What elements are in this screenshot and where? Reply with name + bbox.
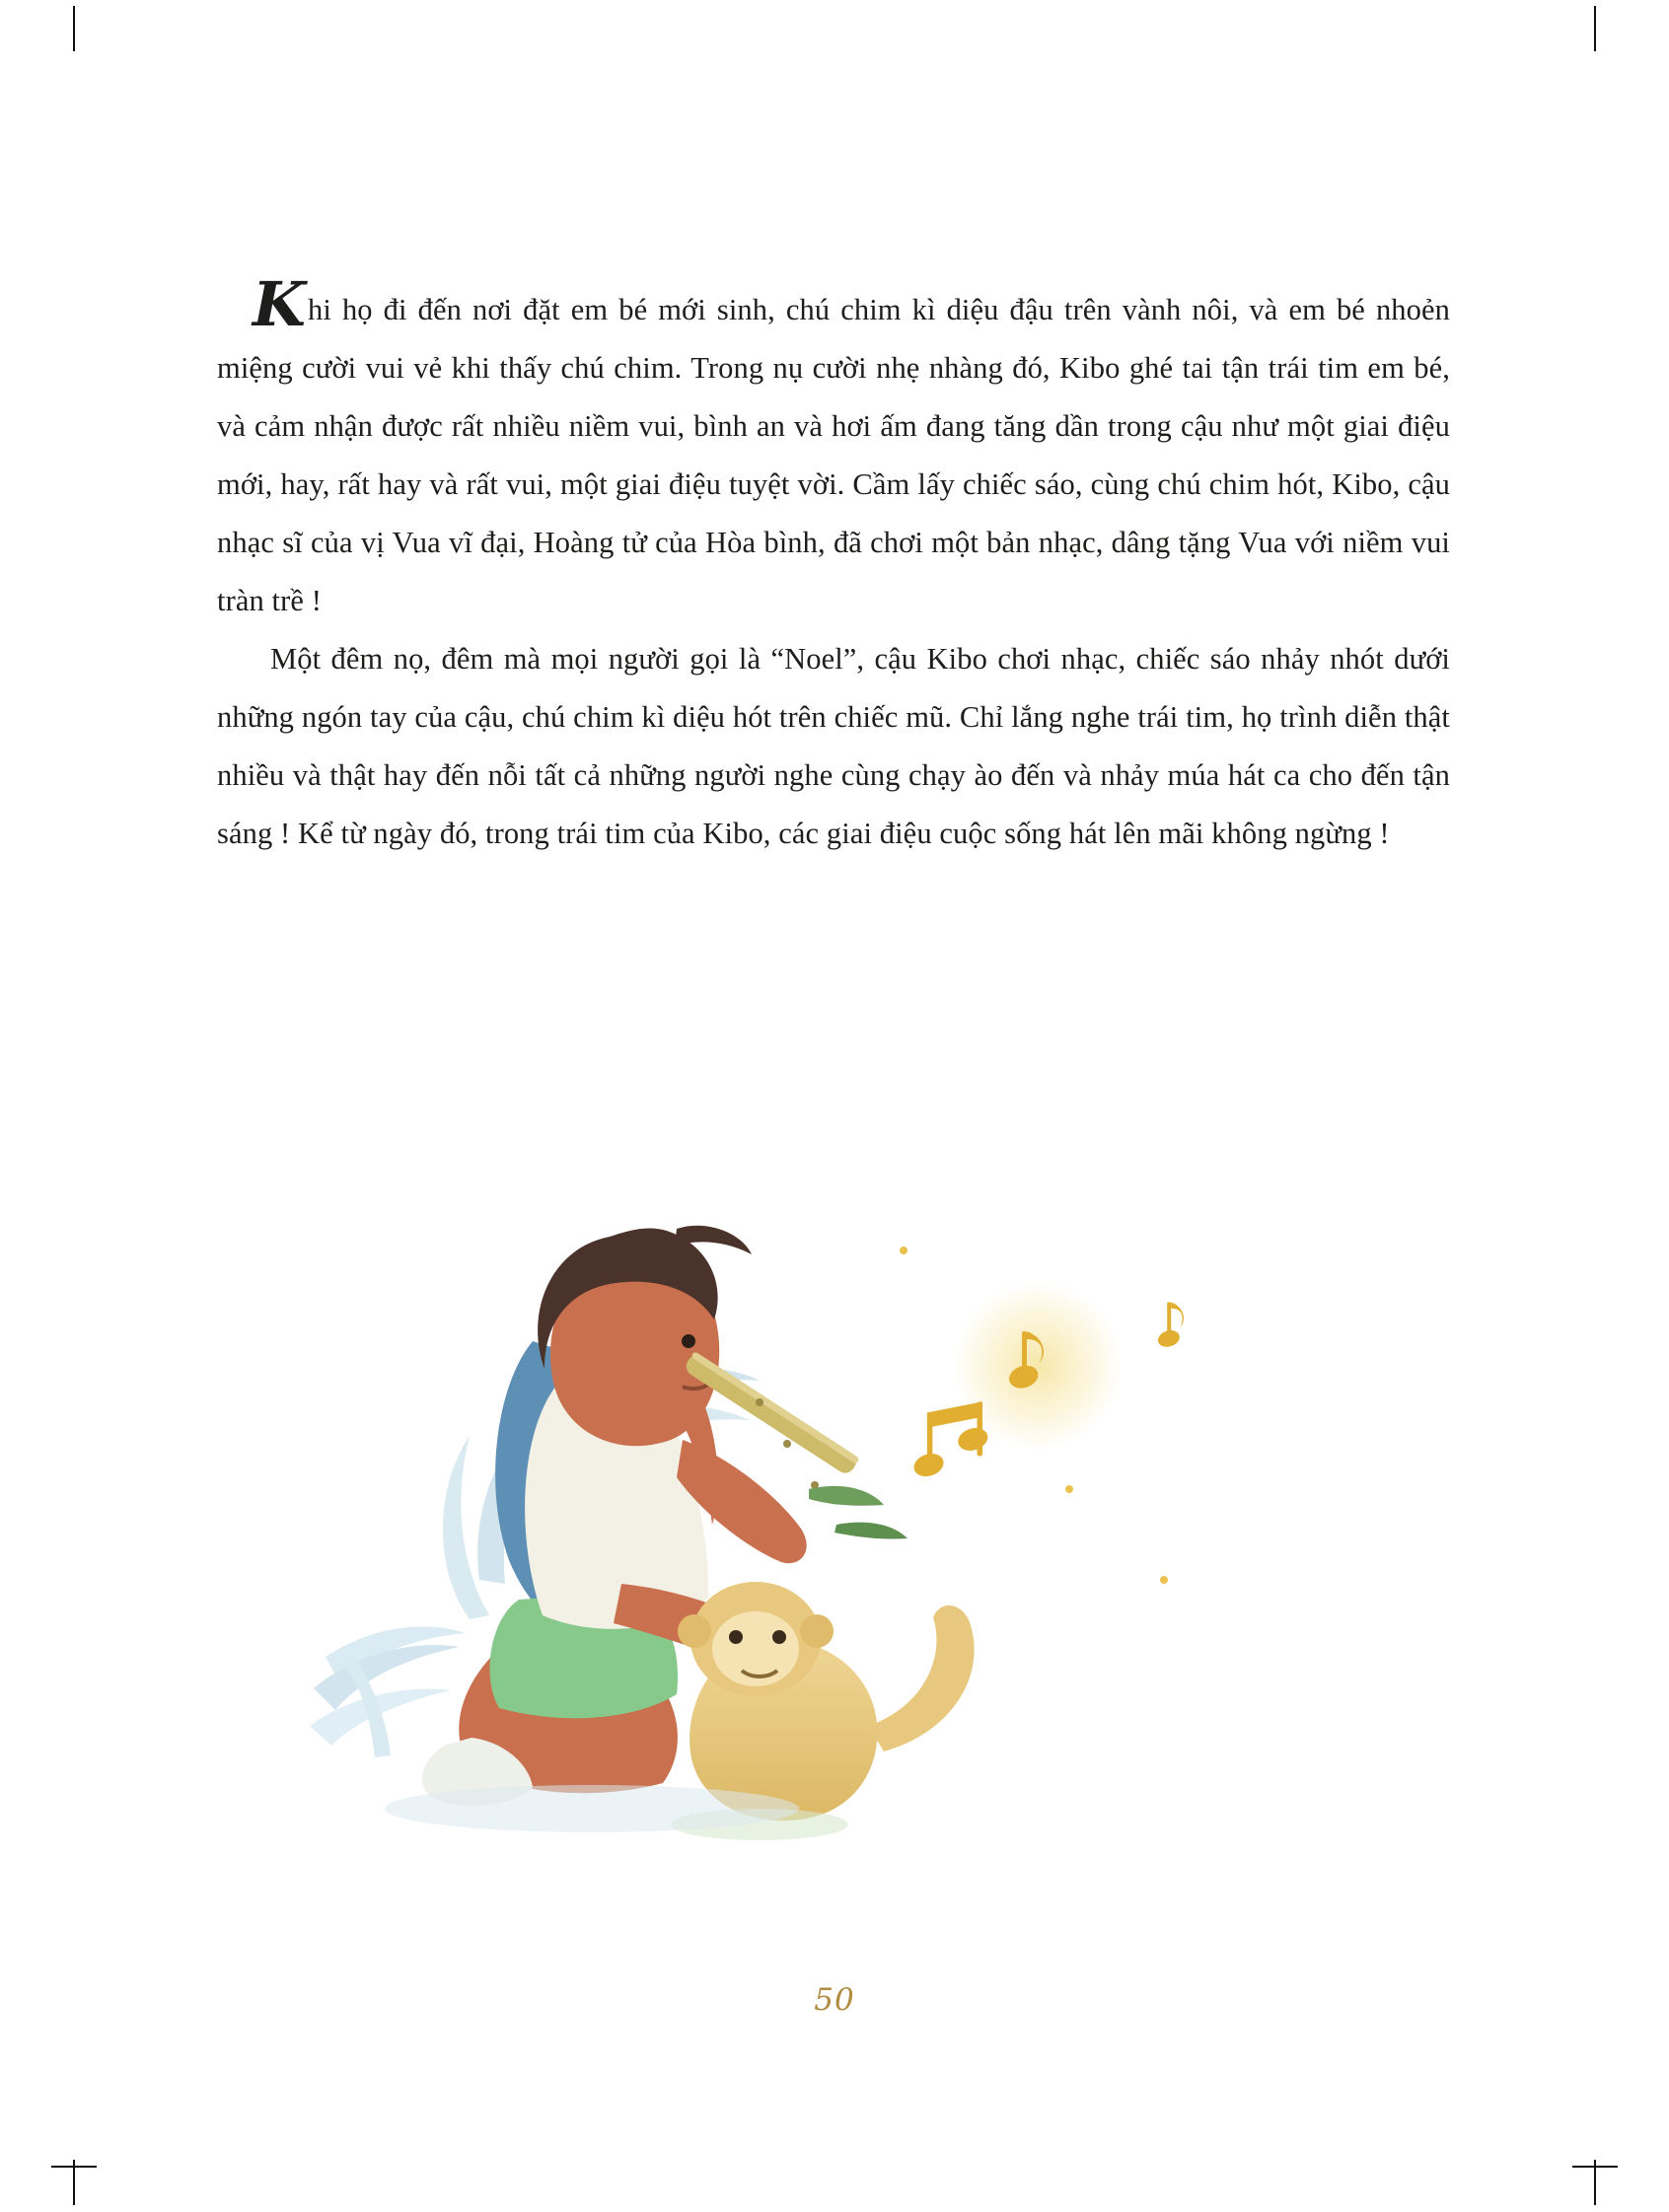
body-text xyxy=(217,268,1450,863)
paragraph-one xyxy=(217,268,1450,630)
drop-cap: K xyxy=(253,268,306,340)
page-number: 50 xyxy=(814,1982,855,2018)
ground-shadow xyxy=(385,1785,799,1832)
crop-mark-bottom-left-h xyxy=(51,2166,97,2168)
illustration xyxy=(296,1193,1430,1923)
boy-eye xyxy=(682,1334,695,1348)
paragraph-two: Một đêm nọ, đêm mà mọi người gọi là “Noel”, cậu Kibo chơi nhạc, chiếc sáo nhảy nhót dưới những ngón tay của cậu, chú chim kì diệu hót trên chiếc mũ. Chỉ lắng nghe trái tim, họ trình diễn thật nhiều và thật hay đến nỗi tất cả những người nghe cùng chạy ào đến và nhảy múa hát ca cho đến tận sáng ! Kể từ ngày đó, trong trái tim của Kibo, các giai điệu cuộc sống hát lên mãi không ngừng ! xyxy=(217,642,1450,850)
paragraph-one-text: hi họ đi đến nơi đặt em bé mới sinh, chú chim kì diệu đậu trên vành nôi, và em bé nhoẻn miệng cười vui vẻ khi thấy chú chim. Trong nụ cười nhẹ nhàng đó, Kibo ghé tai tận trái tim em bé, và cảm nhận được rất nhiều niềm vui, bình an và hơi ấm đang tăng dần trong cậu như một giai điệu mới, hay, rất hay và rất vui, một giai điệu tuyệt vời. Cầm lấy chiếc sáo, cùng chú chim hót, Kibo, cậu nhạc sĩ của vị Vua vĩ đại, Hoàng tử của Hòa bình, đã chơi một bản nhạc, dâng tặng Vua với niềm vui tràn trề ! xyxy=(217,293,1450,617)
crop-mark-bottom-right-h xyxy=(1572,2166,1618,2168)
crop-mark-top-left xyxy=(73,6,75,51)
crop-mark-top-right xyxy=(1594,6,1596,51)
